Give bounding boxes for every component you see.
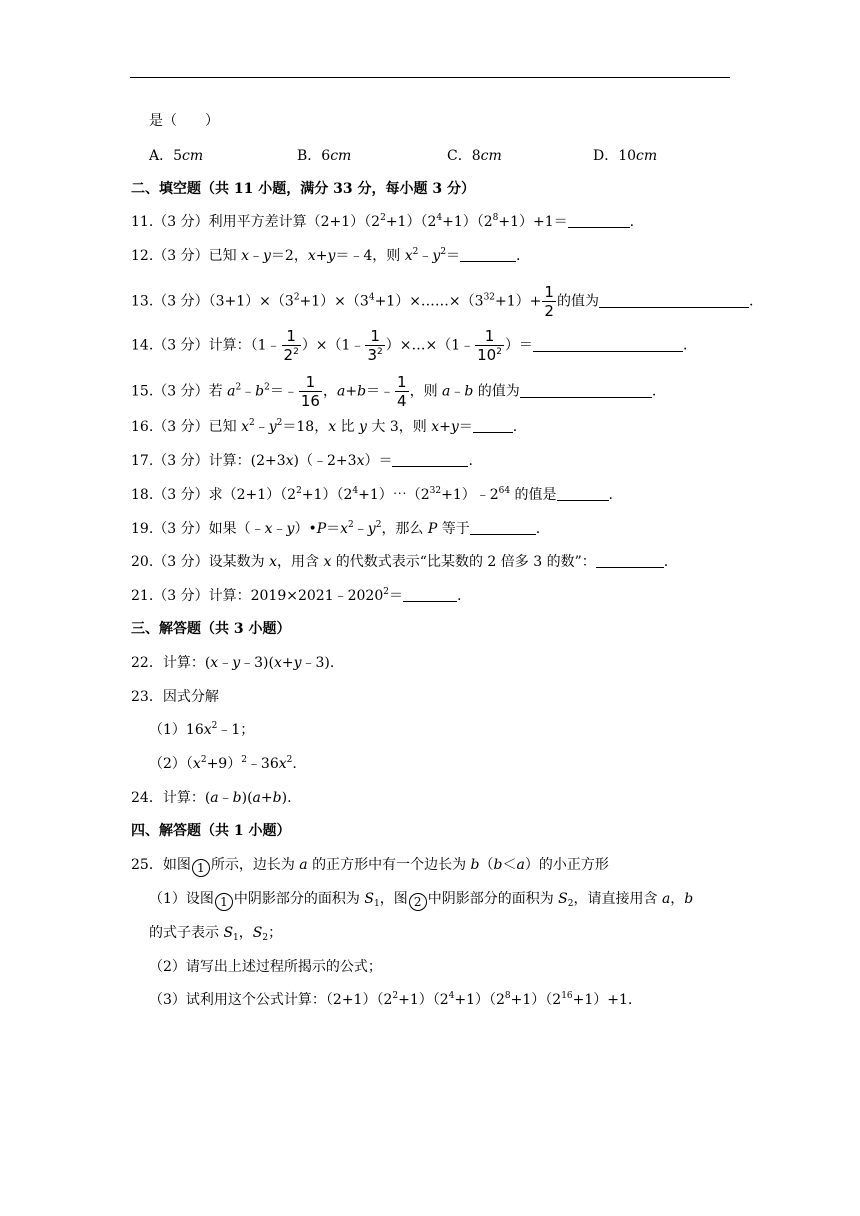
circled-number-icon: 1 <box>192 859 210 877</box>
question-23-part-1: $(1)16x^2﹣1$； <box>149 721 255 738</box>
question-14: 14.（3 分）计算：（1﹣ $\frac{1}{2^2}$ ）×（1﹣ $\frac{1}{3^2}$ ）×…×（1﹣ $\frac{1}{10^2}$ ）＝ . <box>131 327 688 364</box>
circled-number-icon: 2 <box>409 893 427 911</box>
question-25-part-1-cont: 的式子表示 $S_1$，$S_2$； <box>149 925 283 943</box>
question-17: 17.（3 分）计算：(2+3x)（﹣2+3x）＝ . <box>131 453 473 469</box>
question-22: 22．计算：(x﹣y﹣3)(x+y﹣3). <box>131 655 335 671</box>
question-19: 19.（3 分）如果$(﹣x﹣y)•P=x^2﹣y^2$，那么 P 等于 . <box>131 520 541 537</box>
q10-option-d: D．10cm <box>593 148 658 164</box>
question-16: 16.（3 分）已知 $x^2﹣y^2=18$，x 比 y 大 3，则 x+y＝ . <box>131 418 518 435</box>
question-15: 15.（3 分）若 $a^2﹣b^2=﹣$ $\frac{1}{16}$ ，a+b＝﹣ $\frac{1}{4}$ ，则 a﹣b 的值为 . <box>131 373 657 410</box>
q10-option-b: B．6cm <box>297 148 352 164</box>
fraction: $\frac{1}{2^2}$ <box>283 327 299 364</box>
fraction: $\frac{1}{10^2}$ <box>477 327 502 364</box>
question-25-part-2: （2）请写出上述过程所揭示的公式； <box>149 959 382 975</box>
question-25-part-1: （1）设图 1 中阴影部分的面积为 $S_1$，图 2 中阴影部分的面积为 $S_2$，请直接用含 a，b <box>149 891 694 909</box>
section4-heading: 四、解答题（共 1 小题） <box>131 823 291 839</box>
fraction: $\frac{1}{3^2}$ <box>367 327 383 364</box>
question-25-part-3: （3）试利用这个公式计算：$(2+1)(2^2+1)(2^4+1)(2^8+1)(2^{16}+1)+1$. <box>149 991 633 1008</box>
answer-blank <box>533 337 683 352</box>
section3-heading: 三、解答题（共 3 小题） <box>131 621 291 637</box>
answer-blank <box>568 213 630 228</box>
question-20: 20.（3 分）设某数为 x，用含 x 的代数式表示“比某数的 2 倍多 3 的数”： . <box>131 554 669 570</box>
question-11: 11.（3 分）利用平方差计算$(2+1)(2^2+1)(2^4+1)(2^8+1)+1=$ . <box>131 213 635 230</box>
question-25: 25．如图 1 所示，边长为 a 的正方形中有一个边长为 b（b＜a）的小正方形 <box>131 857 609 875</box>
question-23-part-2: $(2)(x^2+9)^2﹣36x^2$. <box>149 755 297 772</box>
header-rule <box>130 77 730 78</box>
answer-blank <box>599 293 749 308</box>
question-13: 13.（3 分）$(3+1)\times(3^2+1)\times(3^4+1)\times\dots\dots\times(3^{32}+1)+$ $\frac{1}{2}$ 的值为 . <box>131 283 754 320</box>
answer-blank <box>557 486 609 501</box>
question-23: 23．因式分解 <box>131 689 219 705</box>
answer-blank <box>403 587 457 602</box>
answer-blank <box>460 247 516 262</box>
question-18: 18.（3 分）求$(2+1)(2^2+1)(2^4+1)\cdots(2^{32}+1)﹣2^{64}$ 的值是 . <box>131 486 613 503</box>
answer-blank <box>596 553 664 568</box>
fraction: $\frac{1}{16}$ <box>300 373 320 410</box>
question-12: 12.（3 分）已知 x﹣y＝2，x+y＝﹣4，则 $x^2﹣y^2=$ . <box>131 247 521 264</box>
section2-heading: 二、填空题（共 11 小题，满分 33 分，每小题 3 分） <box>131 181 475 197</box>
q10-option-a: A．5cm <box>149 148 204 164</box>
fraction: $\frac{1}{4}$ <box>397 373 407 410</box>
fraction: $\frac{1}{2}$ <box>544 283 554 320</box>
answer-blank <box>473 418 513 433</box>
answer-blank <box>470 520 536 535</box>
circled-number-icon: 1 <box>215 893 233 911</box>
question-24: 24．计算：(a﹣b)(a+b). <box>131 790 292 806</box>
q10-option-c: C．8cm <box>447 148 502 164</box>
answer-blank <box>520 383 652 398</box>
answer-blank <box>392 452 468 467</box>
q10-tail: 是（ ） <box>149 113 219 129</box>
question-21: 21.（3 分）计算：$2019\times 2021﹣2020^2=$ . <box>131 587 462 604</box>
